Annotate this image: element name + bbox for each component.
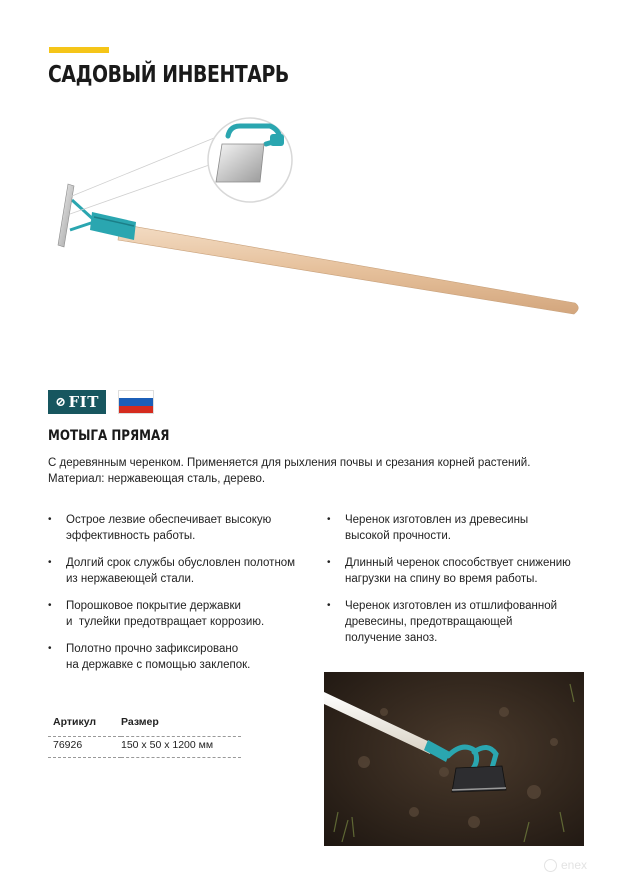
feature-line: Черенок изготовлен из древесины bbox=[345, 514, 529, 526]
fit-logo bbox=[48, 390, 106, 414]
product-name: МОТЫГА ПРЯМАЯ bbox=[48, 428, 170, 444]
column-header-article: Артикул bbox=[48, 716, 121, 737]
features-list-right bbox=[327, 512, 587, 657]
cell-article: 76926 bbox=[48, 737, 121, 758]
description-line: Материал: нержавеющая сталь, дерево. bbox=[48, 473, 266, 485]
feature-item bbox=[48, 598, 298, 630]
table-row bbox=[48, 737, 241, 758]
feature-item bbox=[327, 555, 587, 587]
flag-stripe-red bbox=[119, 406, 153, 413]
feature-line: эффективность работы. bbox=[66, 530, 196, 542]
feature-line: высокой прочности. bbox=[345, 530, 451, 542]
product-description bbox=[48, 455, 588, 487]
watermark bbox=[544, 858, 587, 872]
feature-line: Полотно прочно зафиксировано bbox=[66, 643, 239, 655]
feature-line: Длинный черенок способствует снижению bbox=[345, 557, 571, 569]
feature-line: Острое лезвие обеспечивает высокую bbox=[66, 514, 272, 526]
watermark-text: enex bbox=[561, 858, 588, 872]
feature-line: и тулейки предотвращает коррозию. bbox=[66, 616, 265, 628]
spec-table bbox=[48, 716, 241, 758]
flag-stripe-blue bbox=[119, 398, 153, 405]
russia-flag-icon bbox=[118, 390, 154, 414]
feature-item bbox=[327, 512, 587, 544]
feature-line: получение заноз. bbox=[345, 632, 438, 644]
feature-item bbox=[48, 512, 298, 544]
product-hero-image bbox=[0, 100, 632, 360]
feature-line: на державке с помощью заклепок. bbox=[66, 659, 251, 671]
feature-item bbox=[48, 555, 298, 587]
feature-line: из нержавеющей стали. bbox=[66, 573, 195, 585]
product-usage-photo bbox=[324, 672, 584, 846]
watermark-logo-icon bbox=[544, 859, 557, 872]
cell-size: 150 х 50 х 1200 мм bbox=[121, 737, 241, 758]
feature-line: Порошковое покрытие державки bbox=[66, 600, 241, 612]
fit-logo-text: FIT bbox=[68, 393, 99, 411]
flag-stripe-white bbox=[119, 391, 153, 398]
description-line: С деревянным черенком. Применяется для рыхления почвы и срезания корней растений. bbox=[48, 457, 531, 469]
column-header-size: Размер bbox=[121, 716, 241, 737]
feature-line: Долгий срок службы обусловлен полотном bbox=[66, 557, 296, 569]
feature-line: нагрузки на спину во время работы. bbox=[345, 573, 538, 585]
page-title: САДОВЫЙ ИНВЕНТАРЬ bbox=[48, 62, 289, 88]
title-accent-bar bbox=[49, 47, 109, 53]
feature-item bbox=[327, 598, 587, 646]
feature-line: Черенок изготовлен из отшлифованной bbox=[345, 600, 558, 612]
feature-item bbox=[48, 641, 298, 673]
feature-line: древесины, предотвращающей bbox=[345, 616, 513, 628]
spec-table-header bbox=[48, 716, 241, 737]
features-list-left bbox=[48, 512, 298, 684]
fit-logo-mark-icon: ⊘ bbox=[55, 394, 67, 410]
brand-row bbox=[48, 390, 154, 414]
